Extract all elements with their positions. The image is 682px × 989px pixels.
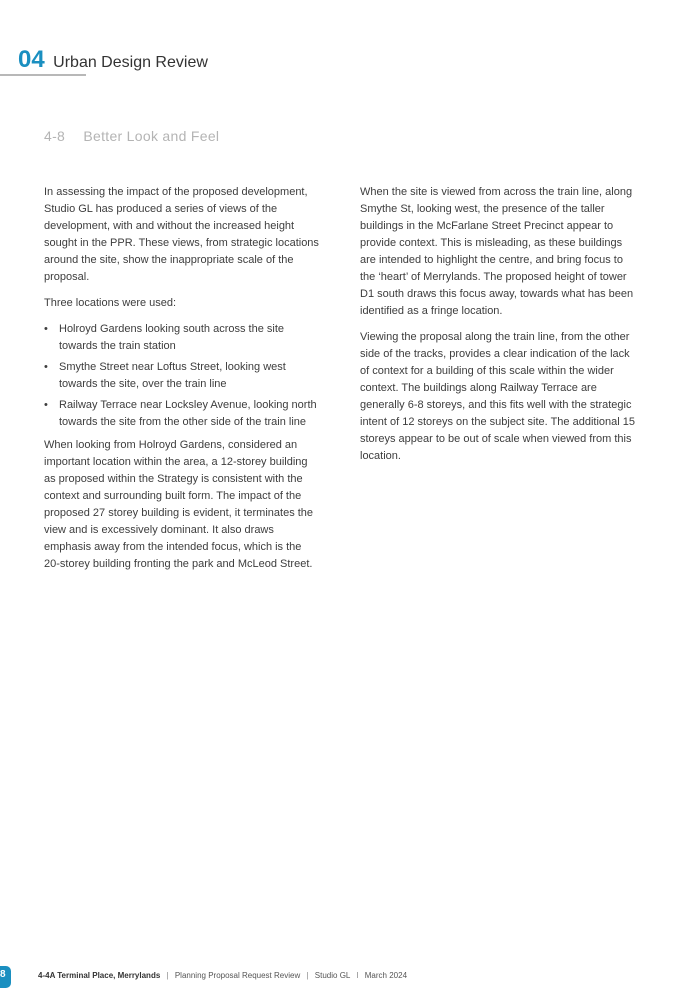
list-item: • Smythe Street near Loftus Street, looking west towards the site, over the train line	[44, 361, 286, 390]
footer-document: Planning Proposal Request Review	[174, 971, 301, 980]
bullet-icon: •	[44, 323, 48, 335]
page-footer	[0, 966, 682, 988]
footer-separator: |	[306, 971, 309, 980]
body-paragraph: Three locations were used:	[44, 297, 177, 309]
footer-address: 4-4A Terminal Place, Merrylands	[38, 971, 161, 980]
footer-separator: |	[166, 971, 169, 980]
page-number: 8	[0, 969, 6, 980]
footer-author: Studio GL	[314, 971, 351, 980]
section-title: Better Look and Feel	[83, 128, 220, 144]
chapter-title: Urban Design Review	[53, 54, 208, 71]
bullet-icon: •	[44, 361, 48, 373]
chapter-header	[18, 46, 208, 74]
right-column	[360, 184, 636, 474]
body-paragraph: Viewing the proposal along the train line, from the other side of the tracks, provides a clear indication of the lack of context for a building of this scale within the wider context. The buildings along Railway Terrace are generally 6-8 storeys, and this fits well with the strategic intent of 12 storeys on the subject site. The additional 15 storeys appear to be out of scale when viewed from this location.	[360, 331, 635, 462]
footer-separator: I	[356, 971, 359, 980]
body-paragraph: When the site is viewed from across the train line, along Smythe St, looking west, the presence of the taller buildings in the McFarlane Street Precinct appear to provide context. This is misleading, as these buildings are intended to highlight the centre, and bring focus to the ‘heart’ of Merrylands. The proposed height of tower D1 south draws this focus away, towards what has been identified as a fringe location.	[360, 186, 634, 317]
list-item: • Holroyd Gardens looking south across the site towards the train station	[44, 323, 285, 352]
section-heading	[44, 128, 219, 144]
list-item: • Railway Terrace near Locksley Avenue, looking north towards the site from the other side of the train line	[44, 399, 317, 428]
body-paragraph: In assessing the impact of the proposed development, Studio GL has produced a series of views of the development, with and without the increased height sought in the PPR. These views, from strategic locations around the site, show the inappropriate scale of the proposal.	[44, 186, 319, 283]
chapter-number: 04	[18, 46, 45, 73]
left-column	[44, 184, 320, 582]
body-paragraph: When looking from Holroyd Gardens, considered an important location within the area, a 12-storey building as proposed within the Strategy is consistent with the context and surrounding built form. The impact of the proposed 27 storey building is evident, it terminates the view and is excessively dominant. It also draws emphasis away from the intended focus, which is the 20-storey building fronting the park and McLeod Street.	[44, 439, 314, 570]
footer-text	[38, 971, 407, 980]
locations-list	[44, 321, 320, 431]
bullet-icon: •	[44, 399, 48, 411]
page-number-tab	[0, 966, 11, 988]
footer-date: March 2024	[364, 971, 408, 980]
header-divider	[0, 74, 86, 76]
section-number: 4-8	[44, 128, 66, 144]
